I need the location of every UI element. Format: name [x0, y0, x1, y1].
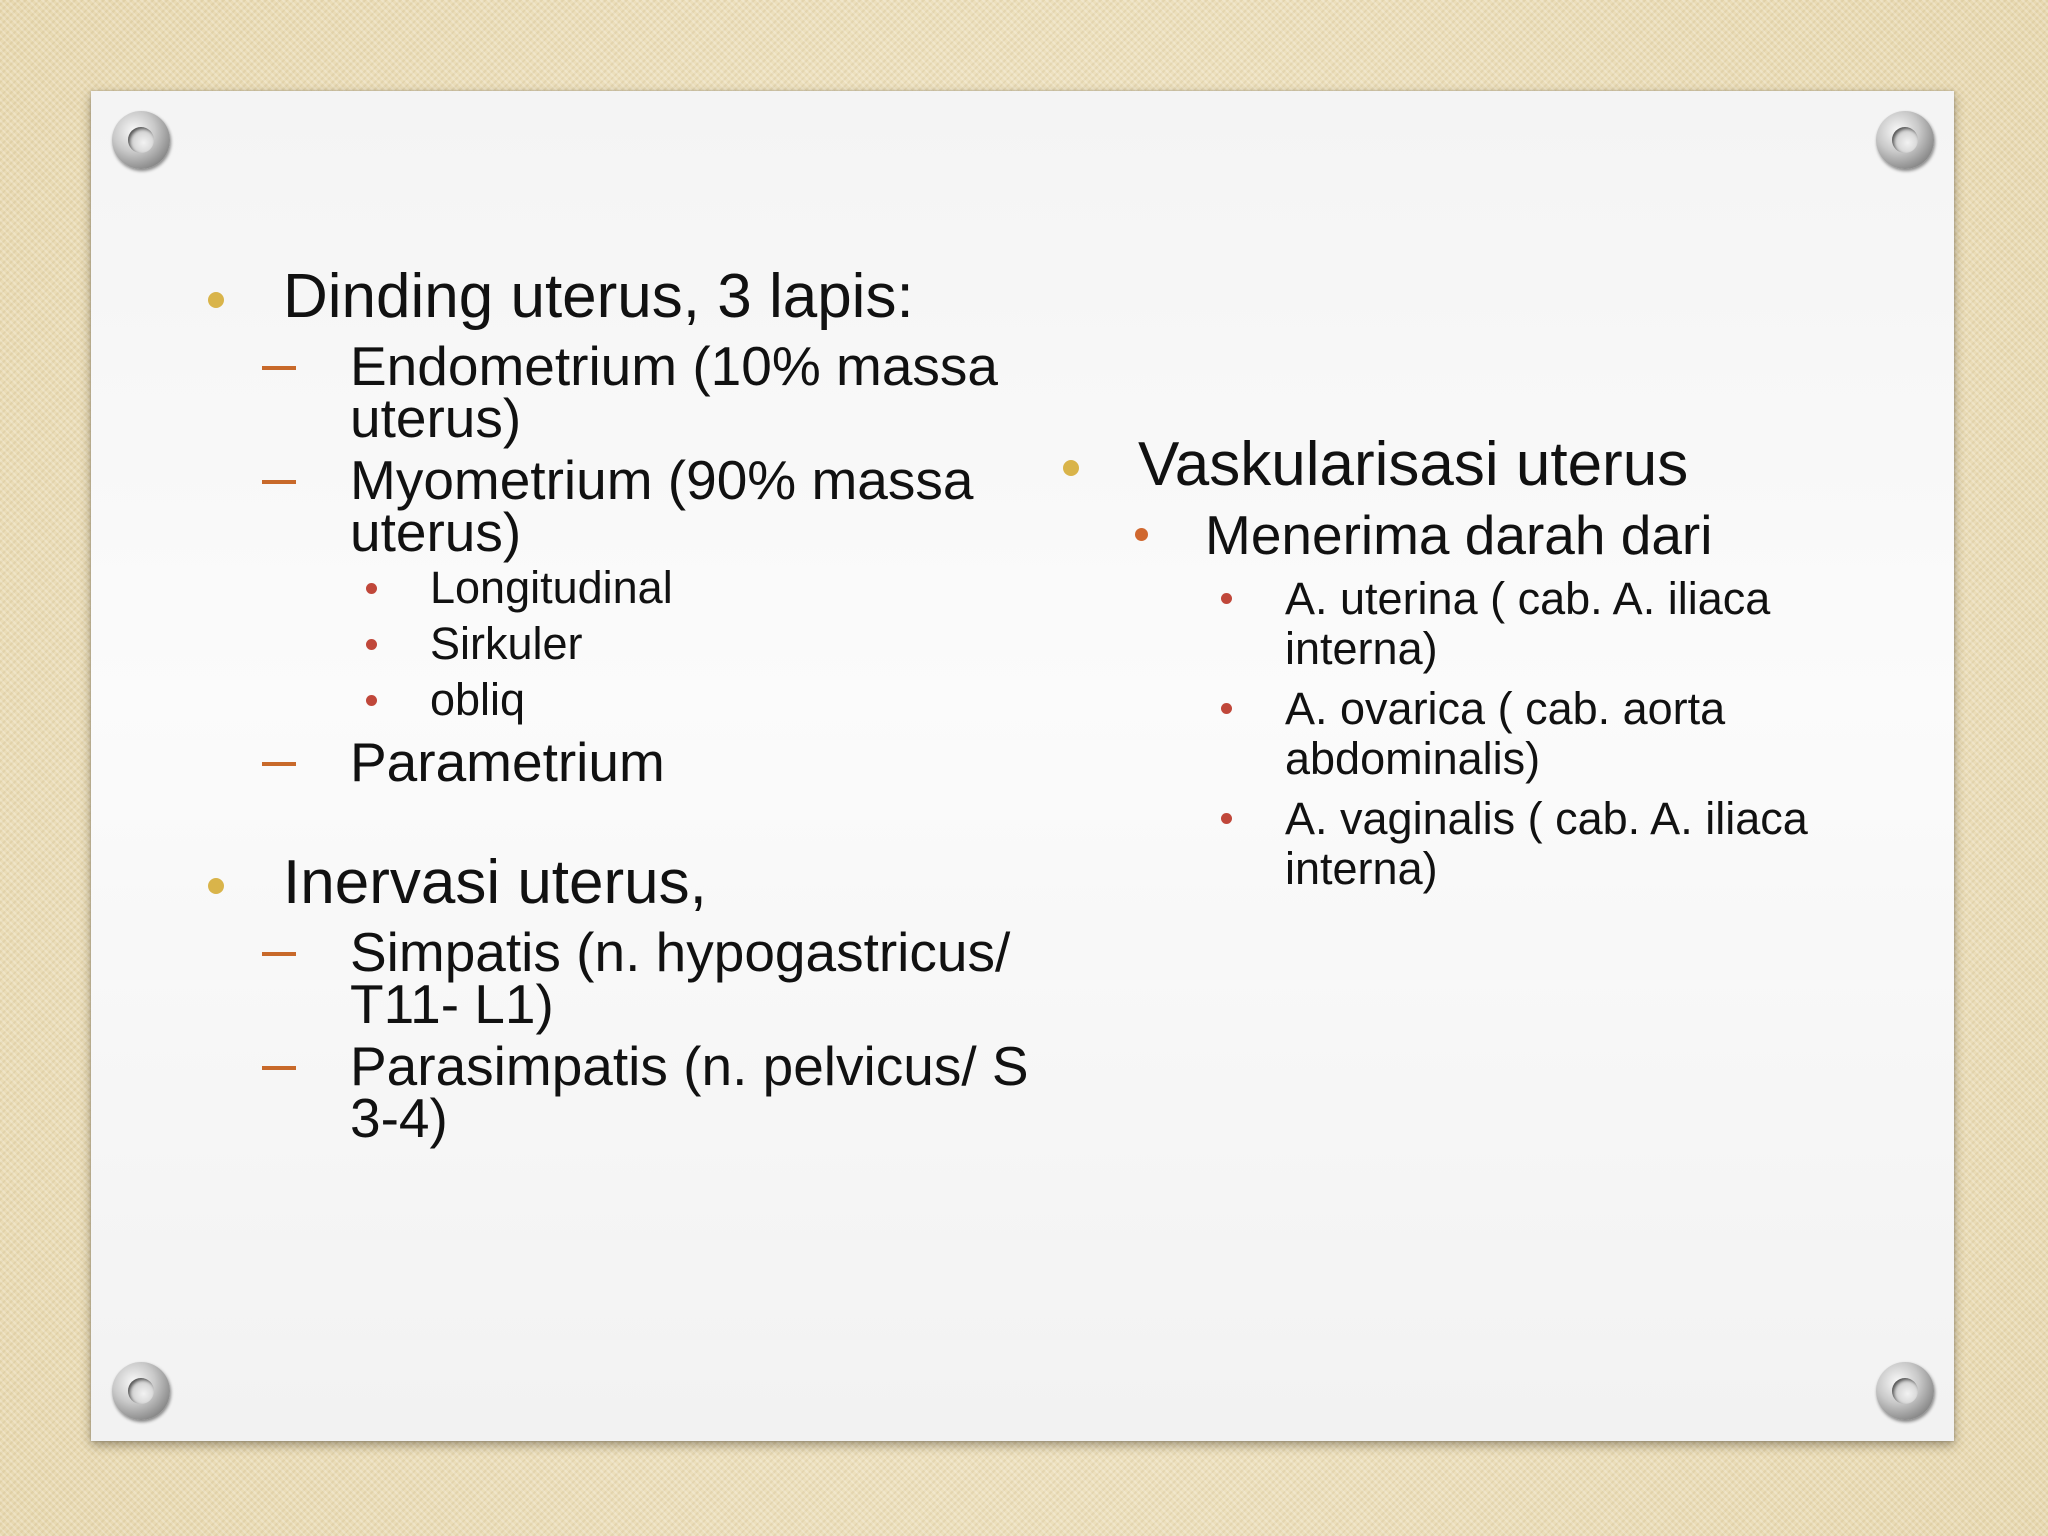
- bullet-dot-icon: [208, 292, 224, 308]
- list-item: [200, 731, 1060, 793]
- bullet-dash-icon: [262, 366, 296, 370]
- list-item: [200, 921, 1060, 1035]
- list-item: [200, 449, 1060, 563]
- sub-list-item: [200, 618, 1060, 670]
- bullet-dash-icon: [262, 1066, 296, 1070]
- sub-list-item-text: Sirkuler: [430, 618, 583, 669]
- bullet-dash-icon: [262, 762, 296, 766]
- bullet-dash-icon: [262, 480, 296, 484]
- section-title: [200, 850, 1060, 916]
- sub-list-item-text: A. vaginalis ( cab. A. iliaca interna): [1285, 793, 1808, 894]
- list-item-text: Endometrium (10% massa uterus): [350, 335, 999, 449]
- sub-list-item: [200, 674, 1060, 726]
- bullet-dot-icon: [1221, 703, 1232, 714]
- section-vaskularisasi: [1055, 432, 1915, 894]
- sub-list-item: [1055, 794, 1915, 894]
- section-title-text: Vaskularisasi uterus: [1138, 430, 1689, 499]
- bullet-dot-icon: [1135, 528, 1148, 541]
- section-title-text: Inervasi uterus,: [283, 848, 707, 917]
- list-item: [200, 335, 1060, 449]
- list-item-text: Menerima darah dari: [1205, 504, 1713, 566]
- bullet-dot-icon: [366, 639, 377, 650]
- section-title-text: Dinding uterus, 3 lapis:: [283, 262, 914, 331]
- bullet-dot-icon: [1063, 460, 1079, 476]
- bullet-dot-icon: [208, 878, 224, 894]
- list-item-text: Parametrium: [350, 731, 665, 793]
- bullet-dot-icon: [366, 583, 377, 594]
- sub-list-item: [1055, 574, 1915, 674]
- grommet-icon: [112, 1362, 170, 1420]
- left-column: [200, 262, 1060, 1149]
- bullet-dot-icon: [1221, 593, 1232, 604]
- sub-list-item-text: A. uterina ( cab. A. iliaca interna): [1285, 573, 1771, 674]
- list-item-text: Simpatis (n. hypogastricus/ T11- L1): [350, 921, 1011, 1035]
- list-item-text: Myometrium (90% massa uterus): [350, 449, 974, 563]
- right-column: [1055, 432, 1915, 894]
- list-item: [200, 1035, 1060, 1149]
- bullet-dot-icon: [1221, 813, 1232, 824]
- sub-list-item: [1055, 684, 1915, 784]
- bullet-dash-icon: [262, 952, 296, 956]
- sub-list-item-text: obliq: [430, 674, 526, 725]
- list-item-text: Parasimpatis (n. pelvicus/ S 3-4): [350, 1035, 1029, 1149]
- section-title: [200, 264, 1060, 330]
- section-inervasi-uterus: [200, 848, 1060, 1149]
- list-item: [1055, 506, 1915, 564]
- section-dinding-uterus: [200, 262, 1060, 793]
- sub-list-item-text: Longitudinal: [430, 562, 673, 613]
- grommet-icon: [1876, 111, 1934, 169]
- grommet-icon: [1876, 1362, 1934, 1420]
- grommet-icon: [112, 111, 170, 169]
- bullet-dot-icon: [366, 695, 377, 706]
- sub-list-item: [200, 562, 1060, 614]
- sub-list-item-text: A. ovarica ( cab. aorta abdominalis): [1285, 683, 1726, 784]
- section-title: [1055, 432, 1915, 498]
